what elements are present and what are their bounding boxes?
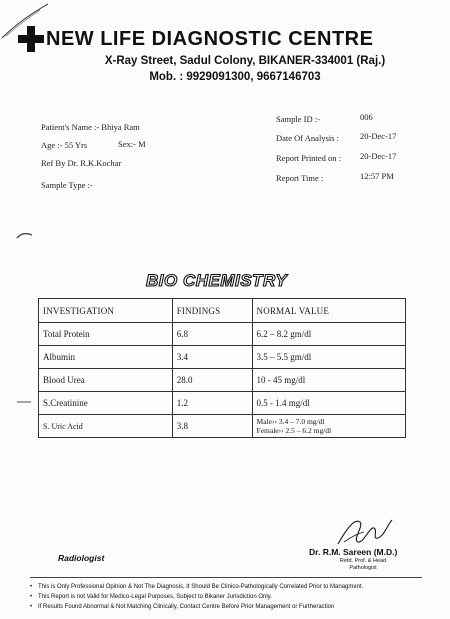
table-header-row bbox=[39, 299, 406, 323]
medical-cross-logo bbox=[18, 26, 44, 52]
normal-value-cell: 3.5 – 5.5 gm/dl bbox=[252, 346, 405, 369]
table-row bbox=[39, 392, 406, 415]
centre-address: X-Ray Street, Sadul Colony, BIKANER-334001 (Raj.) bbox=[104, 55, 386, 67]
normal-value-cell bbox=[252, 415, 405, 438]
column-header-investigation: INVESTIGATION bbox=[39, 299, 173, 323]
hole-punch-mark bbox=[16, 398, 34, 406]
doctor-name: Dr. R.M. Sareen (M.D.) bbox=[309, 547, 398, 557]
normal-value-cell: 0.5 - 1.4 mg/dl bbox=[252, 392, 405, 415]
disclaimer-item: • If Results Found Abnormal & Not Matching Clinically, Contact Centre Before Prior Management or Furtheraction bbox=[30, 602, 440, 612]
finding-cell: 28.0 bbox=[172, 369, 252, 392]
table-row bbox=[39, 369, 406, 392]
investigation-cell: Total Protein bbox=[39, 323, 173, 346]
disclaimer-item: • This is Only Professional Opinion & Not The Diagnosis, It Should Be Clinico-Pathologically Correlated Prior to Managment. bbox=[30, 582, 440, 592]
finding-cell: 3.4 bbox=[172, 346, 252, 369]
report-time-label: Report Time : bbox=[276, 173, 324, 183]
sample-type: Sample Type :- bbox=[41, 180, 93, 190]
date-of-analysis-value: 20-Dec-17 bbox=[360, 131, 397, 141]
footer-divider bbox=[30, 577, 422, 578]
table-row bbox=[39, 323, 406, 346]
normal-value-female: Female›› 2.5 – 6.2 mg/dl bbox=[256, 426, 332, 435]
sample-id-value: 006 bbox=[360, 112, 373, 122]
disclaimer-item: • This Report is not Valid for Medico-Legal Purposes, Subject to Bikaner Jurisdiction Only. bbox=[30, 592, 440, 602]
investigation-cell: S.Creatinine bbox=[39, 392, 173, 415]
investigation-cell: Albumin bbox=[39, 346, 173, 369]
hole-punch-mark bbox=[16, 231, 34, 239]
investigation-cell: Blood Urea bbox=[39, 369, 173, 392]
column-header-normal-value: NORMAL VALUE bbox=[252, 299, 405, 323]
column-header-findings: FINDINGS bbox=[172, 299, 252, 323]
investigation-cell: S. Uric Acid bbox=[39, 415, 173, 438]
report-printed-value: 20-Dec-17 bbox=[360, 151, 397, 161]
table-row bbox=[39, 346, 406, 369]
patient-sex: Sex:- M bbox=[118, 139, 146, 149]
date-of-analysis-label: Date Of Analysis : bbox=[276, 133, 340, 143]
results-table bbox=[38, 298, 406, 438]
doctor-signature bbox=[334, 512, 394, 548]
finding-cell: 1.2 bbox=[172, 392, 252, 415]
doctor-designation-line: Retd. Prof. & Head bbox=[339, 558, 387, 564]
centre-mobile: Mob. : 9929091300, 9667146703 bbox=[149, 71, 321, 83]
normal-value-cell: 6.2 – 8.2 gm/dl bbox=[252, 323, 405, 346]
finding-cell: 3.8 bbox=[172, 415, 252, 438]
referring-doctor: Ref By Dr. R.K.Kochar bbox=[41, 158, 122, 168]
disclaimer-list bbox=[30, 582, 440, 612]
radiologist-label: Radiologist bbox=[58, 553, 105, 563]
report-time-value: 12:57 PM bbox=[360, 171, 394, 181]
report-printed-label: Report Printed on : bbox=[276, 153, 341, 163]
table-row bbox=[39, 415, 406, 438]
doctor-designation bbox=[326, 558, 400, 571]
section-title: BIO CHEMISTRY bbox=[146, 271, 288, 290]
finding-cell: 6.8 bbox=[172, 323, 252, 346]
patient-age: Age :- 55 Yrs bbox=[41, 140, 88, 150]
normal-value-cell: 10 - 45 mg/dl bbox=[252, 369, 405, 392]
patient-name: Patient's Name :- Bhiya Ram bbox=[41, 122, 140, 132]
normal-value-male: Male›› 3.4 – 7.0 mg/dl bbox=[256, 417, 325, 426]
centre-name: NEW LIFE DIAGNOSTIC CENTRE bbox=[46, 28, 374, 50]
sample-id-label: Sample ID :- bbox=[276, 114, 320, 124]
doctor-designation-line: Pathologist bbox=[349, 564, 377, 571]
